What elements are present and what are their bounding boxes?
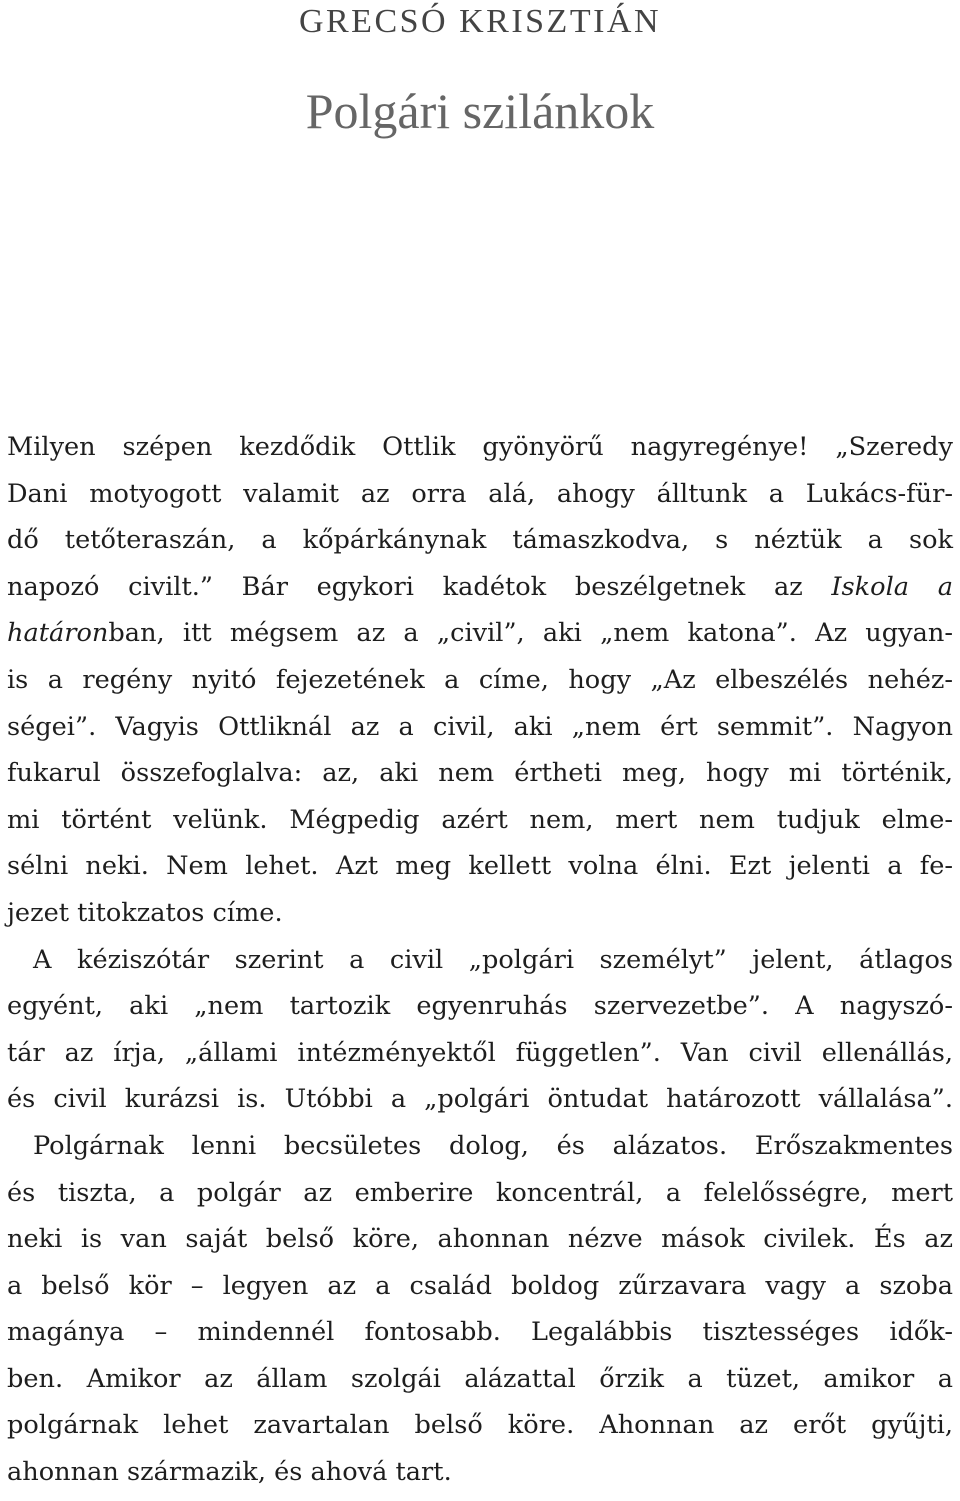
text-line: ahonnan származik, és ahová tart. [7,1457,452,1488]
text-line: tár az írja, „állami intézményektől független”. Van civil ellenállás, [7,1037,953,1068]
text-span: ban, itt mégsem az a „civil”, aki „nem katona”. Az ugyan- [108,618,953,649]
text-line: egyént, aki „nem tartozik egyenruhás szervezetbe”. A nagyszó- [7,991,953,1022]
text-line: polgárnak lehet zavartalan belső köre. Ahonnan az erőt gyűjti, [7,1410,953,1441]
text-line: magánya – mindennél fontosabb. Legalábbis tisztességes idők- [7,1317,953,1348]
text-line: fukarul összefoglalva: az, aki nem értheti meg, hogy mi történik, [7,758,953,789]
text-line: is a regény nyitó fejezetének a címe, hogy „Az elbeszélés nehéz- [7,664,953,695]
book-title-italic: határon [7,618,109,649]
paragraph-2 [7,937,953,1123]
author-name: GRECSÓ KRISZTIÁN [298,3,662,40]
text-line: és tiszta, a polgár az emberire koncentrál, a felelősségre, mert [7,1177,953,1208]
text-line: sélni neki. Nem lehet. Azt meg kellett volna élni. Ezt jelenti a fe- [7,851,953,882]
text-line: A kéziszótár szerint a civil „polgári személyt” jelent, átlagos [33,944,953,975]
text-line: a belső kör – legyen az a család boldog zűrzavara vagy a szoba [7,1270,953,1301]
text-line: ségei”. Vagyis Ottliknál az a civil, aki „nem ért semmit”. Nagyon [7,711,953,742]
chapter-title: Polgári szilánkok [305,83,655,139]
text-line [7,564,953,611]
text-line: dő tetőteraszán, a kőpárkánynak támaszkodva, s néztük a sok [7,525,953,556]
body-text [7,424,953,1496]
paragraph-3 [7,1123,953,1496]
paragraph-1 [7,424,953,937]
text-line: és civil kurázsi is. Utóbbi a „polgári öntudat határozott vállalása”. [7,1084,953,1115]
text-line: Dani motyogott valamit az orra alá, ahogy álltunk a Lukács-für- [7,478,953,509]
text-span: napozó civilt.” Bár egykori kadétok beszélgetnek az [7,571,832,602]
text-line: mi történt velünk. Mégpedig azért nem, mert nem tudjuk elme- [7,804,953,835]
text-line: Polgárnak lenni becsületes dolog, és alázatos. Erőszakmentes [33,1130,953,1161]
text-line: ben. Amikor az állam szolgái alázattal őrzik a tüzet, amikor a [7,1363,953,1394]
text-line: neki is van saját belső köre, ahonnan nézve mások civilek. És az [7,1224,953,1255]
text-line [7,610,953,657]
text-line: Milyen szépen kezdődik Ottlik gyönyörű nagyregénye! „Szeredy [7,432,953,462]
text-line: jezet titokzatos címe. [7,897,283,928]
book-title-italic: Iskola a [831,571,953,602]
